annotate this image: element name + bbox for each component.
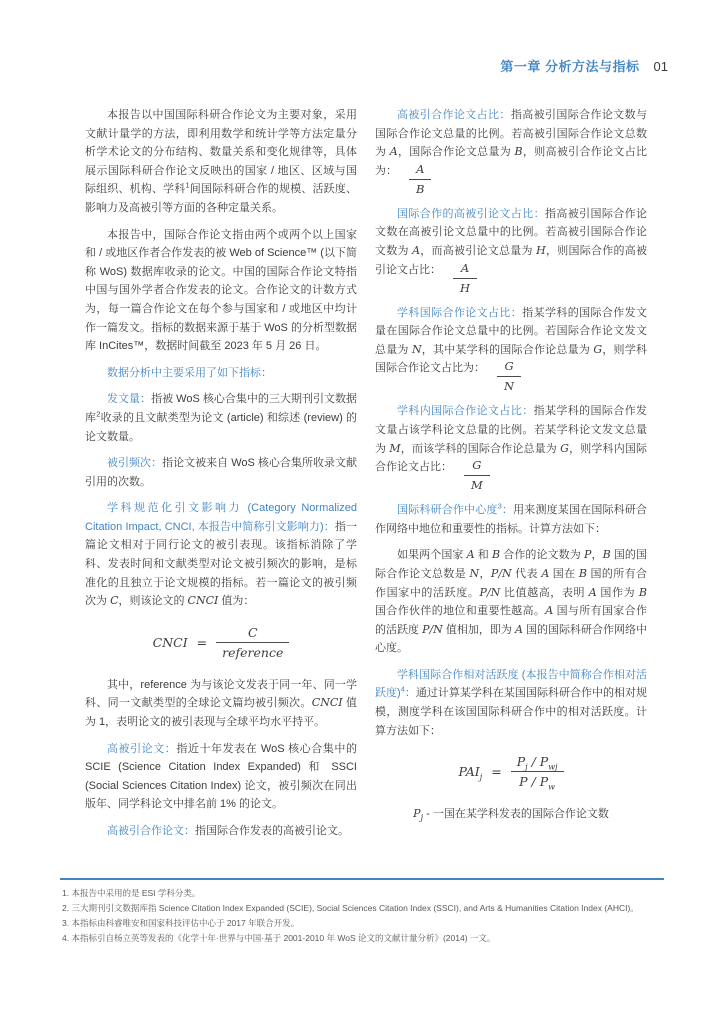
fraction-numerator: G — [464, 458, 490, 476]
definition-within-discipline-collab-share — [375, 402, 647, 493]
fraction-denominator: reference — [222, 644, 284, 660]
fraction — [464, 458, 490, 493]
definition-intl-collab-highly-cited-share — [375, 205, 647, 296]
formula-cnci — [85, 625, 357, 660]
fraction-numerator: G — [497, 359, 521, 377]
fraction-denominator: B — [416, 181, 425, 196]
paragraph-centrality-method: 如果两个国家 A 和 B 合作的论文数为 P，B 国的国际合作论文总数是 N，P/N 代表 A 国在 B 国的所有合作国家中的活跃度。P/N 比值越高，表明 A 国作为 B 国合作伙伴的地位和重要性越高。A 国与所有国家合作的活跃度 P/N 值相加，即为 A 国的国际科研合作网络中心度。 — [375, 548, 648, 655]
equals-sign: = — [196, 634, 208, 650]
fraction — [216, 625, 289, 660]
footnote-3: 3. 本指标由科睿唯安和国家科技评估中心于 2017 年联合开发。 — [62, 918, 300, 928]
fraction — [511, 754, 564, 792]
right-column — [375, 106, 647, 864]
paragraph-indicator-lead: 数据分析中主要采用了如下指标： — [107, 366, 272, 379]
fraction-denominator: M — [471, 478, 483, 493]
content-columns — [0, 76, 724, 864]
fraction — [497, 359, 521, 394]
definition-citation-count: 被引频次：指论文被来自 WoS 核心合集所收录文献引用的次数。 — [85, 457, 358, 488]
definition-text: 高被引合作论文占比：指高被引国际合作论文数与国际合作论文总量的比例。若高被引国际合作论文总数为 A，国际合作论文总量为 B，则高被引合作论文占比为： — [375, 109, 648, 177]
definition-publication-count: 发文量：指被 WoS 核心合集中的三大期刊引文数据库$^2$收录的且文献类型为论文 (article) 和综述 (review) 的论文数量。 — [85, 393, 358, 443]
equals-sign: = — [491, 764, 502, 780]
fraction-numerator: A — [409, 162, 431, 180]
fraction — [453, 261, 477, 296]
fraction-denominator: H — [460, 280, 471, 295]
definition-relative-activity: 学科国际合作相对活跃度 (本报告中简称合作相对活跃度)$^4$：通过计算某学科在某国国际科研合作中的相对规模，测度学科在该国国际科研合作中的相对活跃度。计算方法如下： — [375, 668, 648, 737]
fraction-denominator: N — [504, 379, 515, 394]
definition-discipline-collab-share — [375, 304, 647, 395]
paragraph-data-source: 本报告中，国际合作论文指由两个或两个以上国家和 / 或地区作者合作发表的被 Web of Science™ (以下简称 WoS) 数据库收录的论文。中国的国际合作论文特指中国与国外学者合作发表的论文。合作论文的计数方式为，每一篇合作论文在每个参与国家和 / 或地区中均计作一篇发文。指标的数据来源于基于 WoS 的分析型数据库 InCites™，数据时间截至 2023 年 5 月 26 日。 — [85, 228, 357, 353]
fraction-numerator: $P_j / P_{wj}$ — [511, 754, 564, 772]
fraction-denominator: P / $P_w$ — [519, 774, 556, 792]
definition-cnci: 学科规范化引文影响力 (Category Normalized Citation Impact, CNCI, 本报告中简称引文影响力)：指一篇论文相对于同行论文的被引表现。该指标消除了学科、发表时间和文献类型对论文被引频次的影响，是标准化的且独立于论文规模的指标。若一篇论文的被引频次为 C，则该论文的 CNCI 值为： — [85, 502, 357, 608]
definition-text: 国际合作的高被引论文占比：指高被引国际合作论文数在高被引论文总量中的比例。若高被引国际合作论文数为 A，而高被引论文总量为 H，则国际合作的高被引论文占比： — [375, 207, 648, 276]
definition-highly-cited-paper: 高被引论文：指近十年发表在 WoS 核心合集中的 SCIE (Science Citation Index Expanded) 和 SSCI (Social Sciences Citation Index) 论文，被引频次在同出版年、同学科论文中排名前 1% 的论文。 — [85, 742, 357, 811]
footnote-divider — [60, 878, 664, 880]
paragraph-report-scope: 本报告以中国国际科研合作论文为主要对象，采用文献计量学的方法，即利用数学和统计学等方法定量分析学术论文的分布结构、数量关系和变化规律等，具体展示国际科研合作论文反映出的国家 / 地区、区域与国际组织、机构、学科$^1$间国际科研合作的规模、活跃度、影响力及高被引等方面的各种定量关系。 — [85, 109, 358, 214]
definition-collab-centrality: 国际科研合作中心度$^3$：用来测度某国在国际科研合作网络中地位和重要性的指标。计算方法如下： — [375, 501, 648, 535]
fraction-numerator: C — [216, 625, 289, 643]
footnotes — [60, 878, 664, 946]
page-header — [0, 0, 724, 76]
formula-pai — [375, 754, 647, 792]
formula-lhs: CNCI — [152, 634, 188, 650]
definition-highly-cited-collab-share — [375, 106, 647, 197]
variable-legend-pj: $P_j$ - 一国在某学科发表的国际合作论文数 — [413, 807, 609, 823]
footnote-2: 2. 三大期刊引文数据库指 Science Citation Index Expanded (SCIE), Social Sciences Citation Index (SSCI), and Arts & Humanities Citation Index (AHCI)。 — [62, 903, 639, 913]
footnote-4: 4. 本指标引自杨立英等发表的《化学十年·世界与中国·基于 2001-2010 年 WoS 论文的文献计量分析》(2014) 一文。 — [62, 933, 496, 943]
definition-highly-cited-collab-paper: 高被引合作论文：指国际合作发表的高被引论文。 — [107, 825, 349, 837]
definition-text: 学科内国际合作论文占比：指某学科的国际合作发文量占该学科论文总量的比例。若某学科论文发文总量为 M，而该学科的国际合作论总量为 G，则学科内国际合作论文占比： — [375, 405, 648, 474]
chapter-title: 第一章 分析方法与指标 — [500, 59, 640, 74]
page-number: 01 — [653, 59, 668, 74]
paragraph-cnci-explanation: 其中，reference 为与该论文发表于同一年、同一学科、同一文献类型的全球论文篇均被引频次。CNCI 值为 1，表明论文的被引表现与全球平均水平持平。 — [85, 678, 358, 729]
fraction — [409, 162, 431, 197]
definition-text: 学科国际合作论文占比：指某学科的国际合作发文量在国际合作论文总量中的比例。若国际合作论文发文总量为 N，其中某学科的国际合作论总量为 G，则学科国际合作论文占比为： — [375, 306, 648, 375]
fraction-numerator: A — [453, 261, 477, 279]
formula-lhs: $PAI_j$ — [458, 764, 483, 782]
left-column — [85, 106, 357, 864]
footnote-1: 1. 本报告中采用的是 ESI 学科分类。 — [62, 888, 201, 898]
